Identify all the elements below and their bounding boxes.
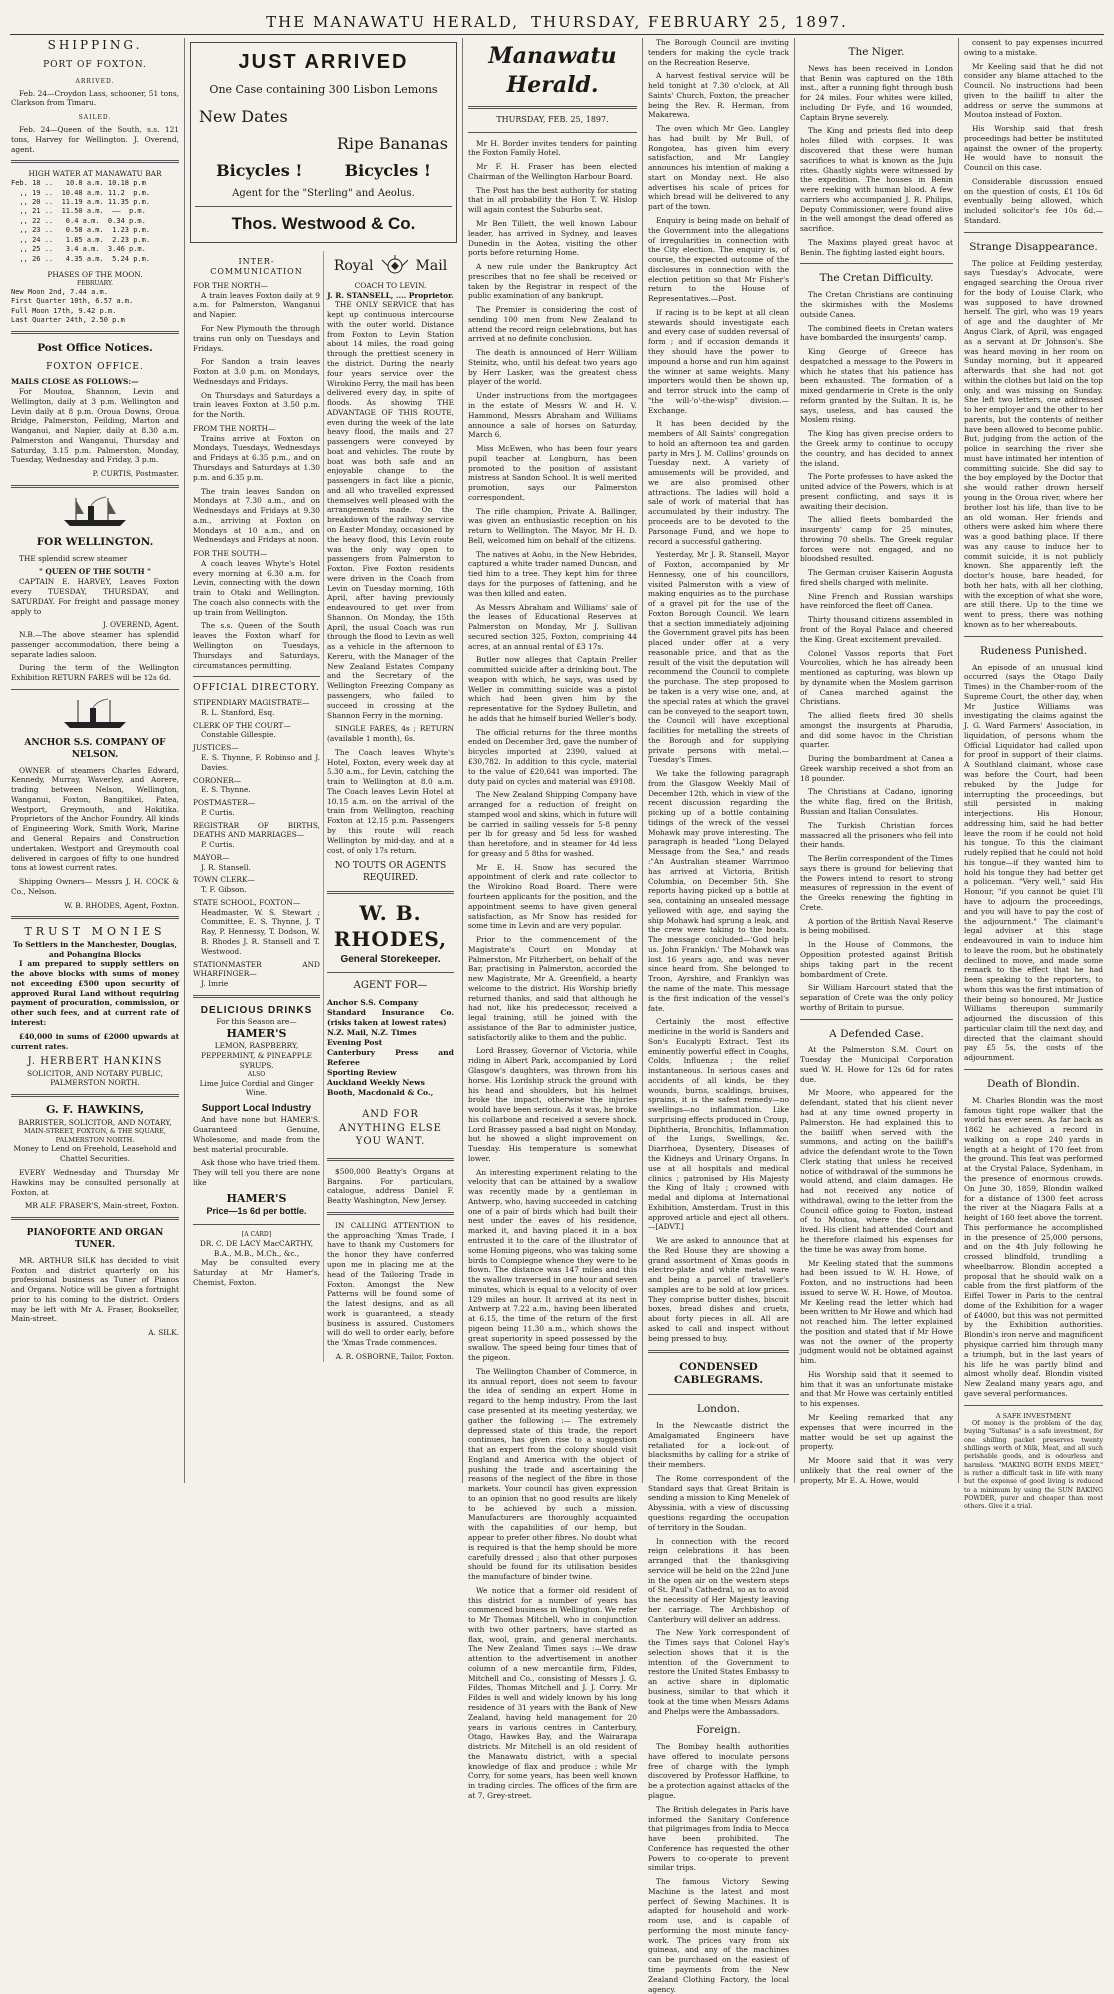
defended-paragraph: Mr Moore said that it was very unlikely that the real owner of the property, Mr E. A. Howe, would <box>800 1456 953 1485</box>
news-paragraph: Certainly the most effective medicine in the world is Sanders and Son's Eucalypti Extract. Test its eminently powerful effect in Coughs, Colds, Influenza ; the relief instantaneous. In serious cases and accidents of all kinds, be they wounds, burns, scaldings, bruises, sprains, it is the safest remedy—no swellings—no inflammation. Like surprising effects produced in Croup, Diphtheria, Bronchitis, Inflammation of the Lungs, Swellings, &c. Diarrhoea, Dysentery, Diseases of the Kidneys and Urinary Organs. In use at all hospitals and medical clinics ; patronised by His Majesty the King of Italy ; crowned with medal and diploma at International Exhibition, Amsterdam. Trust in this approved article and eject all others.—[ADVT.] <box>648 1017 789 1232</box>
news-paragraph: The death is announced of Herr William Steinitz, who, until his defeat two years ago by Herr Lasker, was the greatest chess player of the world. <box>468 348 637 387</box>
safe-title: A SAFE INVESTMENT <box>995 1411 1072 1420</box>
niger-paragraph: The Maxims played great havoc at Benin. The fighting lasted eight hours. <box>800 237 953 257</box>
news-paragraph: The Post has the best authority for stating that in all probability the Hon T. W. Hislop will again contest the Suburbs seat. <box>468 185 637 215</box>
hawkins-role: BARRISTER, SOLICITOR, AND NOTARY, <box>18 1117 172 1127</box>
news-paragraph: A harvest festival service will be held tonight at 7.30 o'clock, at All Saints' Church, Foxton, the preacher being the Rev. R. Herman, from Makarewa. <box>648 71 789 120</box>
agencies-list: Anchor S.S. Company Standard Insurance Co. (risks taken at lowest rates) N.Z. Mail, N.Z. Times Evening Post Canterbury Press and Referee Sporting Review Auckland Weekly News Booth, Macdonald & Co., <box>327 998 454 1098</box>
sailed-label: SAILED. <box>78 114 112 122</box>
herald-date: THURSDAY, FEB. 25, 1897. <box>496 115 609 125</box>
directory-entry <box>193 853 320 873</box>
col2-right <box>323 251 457 1362</box>
westwood-ad <box>190 42 457 243</box>
arrived-label: ARRIVED. <box>75 77 115 85</box>
north-label: FOR THE NORTH— <box>193 280 268 290</box>
directory-label: STATIONMASTER AND WHARFINGER— <box>193 959 320 979</box>
column-2 <box>184 38 462 1483</box>
cretan-paragraph: The German cruiser Kaiserin Augusta fired shells charged with melinite. <box>800 568 953 587</box>
osborne-sign: A. R. OSBORNE, Tailor, Foxton. <box>335 1351 454 1361</box>
anchor-agents: Shipping Owners— Messrs J. H. COCK & Co., Nelson. <box>11 877 179 896</box>
directory-label: STATE SCHOOL, FOXTON— <box>193 897 301 907</box>
for-wellington: FOR WELLINGTON. <box>36 535 154 548</box>
niger-paragraph: News has been received in London that Benin was captured on the 18th inst., after a running fight through bush for 24 miles. Four whites were killed, including Dr Fyfe, and 16 wounded, Captain Bryne severely. <box>800 63 953 122</box>
agent-for: AGENT FOR— <box>353 979 428 991</box>
crest-icon <box>380 255 410 277</box>
steamer-name: " QUEEN OF THE SOUTH " <box>39 567 151 577</box>
continued-paragraph: Mr Keeling said that he did not consider any blame attached to the Council. No instructions had been given to the bailiff to alter the address or serve the summons at Moutoa instead of Foxton. <box>964 61 1103 120</box>
steamer-intro: THE splendid screw steamer <box>19 553 128 563</box>
xmas-text: IN CALLING ATTENTION to the approaching 'Xmas Trade, I have to thank my Customers for the honor they have conferred upon me in placing me at the head of the Tailoring Trade in Foxton. Amongst the New Patterns will be found some of the latest designs, and as all work is guaranteed, a steady business is assured. Customers will do well to order early, before the 'Xmas Trade commences. <box>327 1220 454 1348</box>
niger-paragraph: The King and priests fled into deep holes filled with corpses. It was discovered that these were human sacrifices to what is known as the Juju rites. Ghastly sights were witnessed by the expedition. The houses in Benin were reeking with human blood. A few carriers who accompanied J. R. Philips, Deputy Commissioner, were found alive in the well amongst the dead offered as sacrifice. <box>800 126 953 234</box>
cretan-paragraph: The King has given precise orders to the Greek army to continue to occupy the country, and has decided to annex the island. <box>800 429 953 468</box>
mccarthy-name: DR. C. DE LACY MacCARTHY, B.A., M.B., M.Ch., &c., <box>199 1238 314 1258</box>
news-paragraph: The Wellington Chamber of Commerce, in its annual report, does not seem to favour the idea of sending an expert Home in regard to the hemp industry. From the last case presented at its meeting yesterday, we gather the following :— The extremely depressed state of this trade, the report continues, has given rise to a suggestion that an expert from the colony should visit England and America with the object of pushing the trade and ascertaining the reasons of the neglect of the fibre in those markets. Your council has given expression to an opinion that no good results are likely to be achieved by such a mission. Manufacturers are thoroughly acquainted with the capabilities of our hemp, but appear to prefer other fibres. No doubt what is required is that the hemp should be more carefully dressed ; also that other purposes should be found for its utilisation besides the manufacture of binder twine. <box>468 1366 637 1582</box>
london-paragraph: In the Newcastle district the Amalgamated Engineers have retaliated for a lock-out of blacksmiths by calling for a strike of their members. <box>648 1421 789 1470</box>
coach-title: COACH TO LEVIN. <box>354 280 427 290</box>
blondin-paragraphs <box>964 1096 1103 1399</box>
piano-title: PIANOFORTE AND ORGAN TUNER. <box>26 1228 164 1250</box>
cretan-paragraph: The Turkish Christian forces massacred all the prisoners who fell into their hands. <box>800 820 953 850</box>
news-paragraph: Miss McEwen, who has been four years pupil teacher at Longburn, has been promoted to the position of assistant mistress at Sandon School. It is well merited promotion, says our Palmerston correspondent. <box>468 444 637 502</box>
north-2: For New Plymouth the through trains run only on Tuesdays and Fridays. <box>193 324 320 353</box>
foreign-title: Foreign. <box>696 1724 741 1737</box>
mails-close: MAILS CLOSE AS FOLLOWS:— <box>11 377 139 387</box>
col2-left <box>190 251 323 1362</box>
defended-paragraph: At the Palmerston S.M. Court on Tuesday the Municipal Corporation sued W. H. Howe for 12s 6d for rates due. <box>800 1045 953 1084</box>
cretan-paragraph: In the House of Commons, the Opposition protested against British ships taking part in the recent bombardment of Crete. <box>800 940 953 979</box>
trust-sub: To Settlers in the Manchester, Douglas, and Pohangina Blocks <box>13 939 177 959</box>
continued-paragraph: His Worship said that fresh proceedings had better be instituted against the owner of the property. He would have to nonsuit the Council on this case. <box>964 124 1103 173</box>
from-north-label: FROM THE NORTH— <box>193 423 276 433</box>
news-paragraph: Mr H. Border invites tenders for painting the Foxton Family Hotel. <box>468 138 637 158</box>
news-paragraph: Under instructions from the mortgagees in the estate of Messrs W. and H. V. Hammond, Messrs Abraham and Williams announce a sale of horses on Saturday, March 6. <box>468 391 637 440</box>
directory-value: P. Curtis. <box>201 807 235 817</box>
directory-entry <box>193 743 320 772</box>
directory-entry <box>193 776 320 796</box>
cretan-paragraph: A portion of the British Naval Reserve is being mobilised. <box>800 916 953 936</box>
news-paragraph: The natives at Aohu, in the New Hebrides, captured a white trader named Duncan, and tied him to a tree. They kept him for three days for the purposes of fattening, and he was then killed and eaten. <box>468 549 637 598</box>
royal-mail-heading <box>327 255 454 277</box>
defended-paragraph: Mr Moore, who appeared for the defendant, stated that his client never had at any time owned property in Palmerston. He had explained this to the bailiff when served with the summons, and acting on the bailiff's advice the defendant wrote to the Town Clerk stating that unless he received notice of withdrawal of the summons he would attend, and claim damages. He had not received any notice of withdrawal, owing to the letter from the Council office going to Foxton, instead of to Moutoa, where the defendant lived. His client had attended Court and he therefore claimed his expenses for the time he was away from home. <box>800 1088 953 1254</box>
trust-text: I am prepared to supply settlers on the above blocks with sums of money not exceeding £500 upon security of approved Rural Land without requiring payment of procuration, commission, or other such fees, and at current rate of interest: <box>11 959 179 1028</box>
south-label: FOR THE SOUTH— <box>193 549 268 559</box>
anchor-text: OWNER of steamers Charles Edward, Kennedy, Murray, Waverley, and Aorere, trading between Nelson, Wellington, Wanganui, Foxton, Bangitikei, Patea, Westport, Greymouth, and Hokitika. Proprietors of the Anchor Foundry. All kinds of Engineering Work, Smith Work, Marine and General Repairs and Construction undertaken. Westport and Greymouth coal delivered in cargoes of fifty to one hundred tons at lowest current rates. <box>11 765 179 873</box>
foreign-paragraphs <box>648 1742 789 1994</box>
directory-label: CLERK OF THE COURT— <box>193 720 291 730</box>
hamers-title: HAMER'S <box>226 1026 287 1040</box>
column-3-paragraphs <box>468 139 637 1801</box>
coach-text: THE ONLY SERVICE that has kept up continuous intercourse with the outer world. Distance from Foxton to Levin Station about 14 miles, the road going through the prettiest scenery in the district. During the nearly four years service over the Wirokino Ferry, the mail has been delivered every day, in spite of floods. As showing THE ADVANTAGE OF THIS ROUTE, even during the week of the late heavy flood, the mails and 27 passengers were conveyed by boat and vehicles. The route by boat was both safe and an enjoyable change to the passengers in fact like a picnic, and all who travelled expressed themselves well pleased with the arrangements made. On the breakdown of the railway service on Easter Monday, occasioned by the heavy flood, this Levin route was the only way open to passengers from Palmerston to Foxton. Five Foxton residents were driven in the Coach from Levin on Tuesday morning, 16th April, after having previously endeavoured to get over from Shannon. On Monday, the 15th April, the usual Coach was run through the flood to Levin as well as a vehicle in the afternoon to Kereru, with the Manager of the New Zealand Estates Company and the Secretary of the Wellington Freezing Company as passengers, who failed to succeed in crossing at the Shannon Ferry in the morning. <box>327 300 454 720</box>
bicycles-left: Bicycles ! <box>216 161 303 181</box>
from-north-2: The train leaves Sandon on Mondays at 7.30 a.m., and on Wednesdays and Fridays at 9.30 a.m., arriving at Foxton on Mondays at 10 a.m., and on Wednesdays and Fridays at noon. <box>193 486 320 545</box>
delicious-title: DELICIOUS DRINKS <box>200 1004 313 1016</box>
col2-split <box>190 251 457 1362</box>
cretan-paragraph: The Christians at Cadano, ignoring the white flag, fired on the British, Russian and Italian Consulates. <box>800 787 953 817</box>
directory-value: R. L. Stanford, Esq. <box>201 707 275 717</box>
fraser-place: MR ALF. FRASER'S, Main-street, Foxton. <box>24 1201 179 1211</box>
directory-value: Headmaster, W. S. Stewart ; Committee, E. S. Thynne, J. T Ray, P. Hennessy, T. Dodson, W. B. Rhodes J. R. Stansell and T. Westwood. <box>201 907 320 956</box>
hamers-list: LEMON, RASPBERRY, PEPPERMINT, & PINEAPPLE SYRUPS. <box>200 1041 313 1070</box>
news-paragraph: We notice that a former old resident of this district for a number of years has commenced business in Wellington. We refer to Mr Thomas Mitchell, who in conjunction with two other partners, have started as flax, wool, grain, and general merchants. The New Zealand Times says :—We draw attention to the advertisement in another column of a new mercantile firm, Fildes, Mitchell and Co., consisting of Messrs J. G. Fildes, Thomas Mitchell and J. J. Corry. Mr Fildes is well and widely known by his long residence of 31 years with the Bank of New Zealand, having held management for 20 years in various centres in Canterbury, Otago, Hawkes Bay, and the Wairarapa districts. Mr Mitchell is an old resident of the Manawatu district, with a special knowledge of flax and produce ; while Mr Corry, for some years, has been well known in trading circles. The offices of the firm are at 7, Grey-street. <box>468 1585 637 1800</box>
also-label: ALSO <box>247 1070 266 1078</box>
anchor-title: ANCHOR S.S. COMPANY OF NELSON. <box>24 737 166 760</box>
no-touts: NO TOUTS OR AGENTS REQUIRED. <box>334 861 447 884</box>
cretan-paragraphs <box>800 290 953 1012</box>
paper-date: THURSDAY, FEBRUARY 25, 1897. <box>531 13 848 31</box>
official-directory <box>193 698 320 989</box>
exhibition-note: During the term of the Wellington Exhibition RETURN FARES will be 12s 6d. <box>11 663 179 683</box>
cretan-paragraph: The allied fleets fired 30 shells amongst the insurgents at Pharudia, and did some havoc in the Christian quarter. <box>800 711 953 750</box>
blondin-paragraph: M. Charles Blondin was the most famous tight rope walker that the world has ever seen. As far back as 1862 he achieved a record in walking on a rope 240 yards in length at a height of 170 feet from the ground. This feat was performed at the Crystal Palace, Sydenham, in the presence of enormous crowds. On June 30, 1859, Blondin walked for a distance of 1300 feet across the river at the Niagara Falls at a height of 160 feet above the torrent. This performance he accomplished in the presence of 25,000 persons, and on the 4th July following he crossed blindfold, trundling a wheelbarrow. Blondin accepted a proposal that he should walk on a cable from the first platform of the Eiffel Tower in Paris to the central dome of the Exhibition for a wager of £4000, but this was not permitted by the Exhibition authorities. Blondin's iron nerve and magnificent physique carried him through many a triumph, but in the last years of his life he was partly blind and almost wholly deaf. Blondin visited New Zealand many years ago, and gave several performances. <box>964 1095 1103 1398</box>
defended-paragraph: Mr Keeling remarked that any expenses that were incurred in the matter would be set up against the property. <box>800 1412 953 1452</box>
safe-text: Of money is the problem of the day, buying "Sultanas" is a safe investment, for one shilling packet preserves twenty shillings worth of Milk, Meat, and all such perishable goods, and is odourless and harmless. "MAKING BOTH ENDS MEET," is rather a difficult task in life with many but the expense of good living is reduced to a minimum by using the SUN BAKING POWDER, purer and cheaper than most others. Give it a trial. <box>964 1420 1103 1511</box>
steamer-nb: N.B.—The above steamer has splendid passenger accommodation, there being a separate ladies saloon. <box>11 630 179 659</box>
rudeness-paragraph: An episode of an unusual kind occurred (says the Otago Daily Times) in the Chamber-room of the Supreme Court, the other day, when Mr Justice Williams was investigating the claims against the J. G. Ward Farmers' Association, in liquidation, of persons whom the Official Liquidator had called upon for proof in support of their claims. A Southland claimant, whose case was before the Court, had been rebuked by the Judge for interrupting the proceedings, but still persisted in making interjections. His Honour, addressing him, said he had better leave the room if he could not hold his tongue. To this the claimant rudely replied that he could not hold his tongue—if they wanted him to hold his tongue they had better get a policeman. "Very well," said His Honour, "if you cannot be quiet I'll have to adjourn the proceedings, and you will have to pay the cost of the adjournment." The claimant's legal adviser at this stage endeavoured in vain to induce him to leave the room, but he obstinately declined to move, and made some remark to the effect that he had been speaking to the reporters, to whom this was the first intimation of their being so honoured. Mr Justice Williams thereupon summarily adjourned the discussion of this particular claim till the next day, and directed that the claimant should pay £5 5s, the costs of the adjournment. <box>964 662 1103 1063</box>
directory-label: MAYOR— <box>193 852 230 862</box>
card-label: [A CARD] <box>241 1230 272 1238</box>
directory-label: REGISTRAR OF BIRTHS, DEATHS AND MARRIAGES— <box>193 820 320 840</box>
hankins-text: SOLICITOR, AND NOTARY PUBLIC, PALMERSTON NORTH. <box>27 1068 163 1088</box>
cretan-title: The Cretan Difficulty. <box>819 272 934 285</box>
intercom-title: INTER-COMMUNICATION <box>210 256 303 277</box>
trust-title: TRUST MONIES <box>24 925 166 939</box>
trust-amount: £40,000 in sums of £2000 upwards at current rates. <box>11 1031 179 1051</box>
port-title: PORT OF FOXTON. <box>43 59 147 70</box>
lemons-text: One Case containing 300 Lisbon Lemons <box>209 83 438 97</box>
defended-paragraph: Mr Keeling stated that the summons had been issued to W. H. Howe, of Foxton, and no instructions had been issued to serve W. H. Howe, of Moutoa. Mr Keeling read the letter which had been written to Mr Howe and which had not reached him. The letter explained the position and stated that if Mr Howe was not the owner of the property judgment would not be obtained against him. <box>800 1258 953 1366</box>
news-paragraph: Butler now alleges that Captain Preller committed suicide after a drinking bout. The weapon with which, he says, was used by Weller in committing suicide was a pistol which had been given him by the representative for the Sydney Bulletin, and he adds that he himself buried Weller's body. <box>468 655 637 723</box>
foreign-paragraph: The famous Victory Sewing Machine is the latest and most perfect of Sewing Machines. It is adapted for household and work-room use, and is capable of performing the most minute fancy-work. The prices vary from six guineas, and any of the machines can be purchased on the easiest of time payments from the New Zealand Clothing Factory, the local agency. <box>648 1877 789 1994</box>
masthead <box>10 10 1104 35</box>
general-storekeeper: General Storekeeper. <box>340 953 441 965</box>
london-paragraphs <box>648 1421 789 1716</box>
arrived-text: Feb. 24—Croydon Lass, schooner, 51 tons, Clarkson from Timaru. <box>11 88 179 108</box>
new-dates: New Dates <box>199 106 288 126</box>
paper-name: THE MANAWATU HERALD, <box>266 13 519 31</box>
news-paragraph: Prior to the commencement of the Magistrate's Court on Monday at Palmerston, Mr Fitzherbert, on behalf of the Bar, practising in Palmerston, accorded the new Magistrate, Mr A. Greenfield, a hearty welcome to the district. His Worship briefly returned thanks, and said that although he had not, like his predecessor, received a legal training, still he joined with the assistance of the Bar to administer justice, satisfactorily alike to them and the public. <box>468 935 637 1042</box>
news-paragraph: The oven which Mr Geo. Langley has had built by Mr Bull, of Rongotea, has given him every satisfaction, and Mr Langley announces his intention of making a start on Monday next. He also advertises his scale of prices for which bread will be delivered to any part of the town. <box>648 124 789 212</box>
agent-text: Agent for the "Sterling" and Aeolus. <box>232 188 415 200</box>
bicycles-right: Bicycles ! <box>344 161 431 181</box>
directory-value: J. Imrie <box>201 979 229 989</box>
hamers-title-2: HAMER'S <box>226 1191 287 1205</box>
news-paragraph: An interesting experiment relating to the velocity that can be attained by a swallow was recently made by a gentleman in Antwerp, who, having succeeded in catching one of a pair of birds which had built their nest under the eaves of his residence, marked it, and having placed it in a box entrusted it to the care of the illustrator of some Homing pigeons, who was taking some birds to Compiegne whence they were to be flown. The distance was 147 miles and this the swallow traversed in one hour and seven minutes, which is equal to a velocity of over 129 miles an hour. It arrived at its nest in Antwerp at 7.22 a.m., having been liberated at 6.15, the time of the return of the first pigeon being 11.30 a.m., which shows the great superiority in speed possessed by the swallow. The speed being four times that of the pigeon. <box>468 1167 637 1363</box>
column-4-paragraphs <box>648 38 789 1344</box>
bicycles-row <box>195 160 452 181</box>
directory-label: CORONER— <box>193 775 242 785</box>
steamer-agent: J. OVEREND, Agent. <box>102 620 179 630</box>
news-paragraph: The Premier is considering the cost of sending 100 men from New Zealand to attend the record reign celebrations, but has arrived at no definite conclusion. <box>468 305 637 344</box>
defended-title: A Defended Case. <box>829 1027 924 1040</box>
news-paragraph: Yesterday, Mr J. R. Stansell, Mayor of Foxton, accompanied by Mr Hennessy, one of his councillors, visited Palmerston with a view of making enquiries as to the purchase of a gravel pit for the use of the Foxton Borough Council. We learn that a section immediately adjoining the Government gravel pits has been placed under offer at a very reasonable price, and that as the result of the visit the deputation will recommend the Council to complete the purchase. The step proposed to be taken is a very wise one, and, at the special rates at which the gravel can be conveyed to the seaport town, the Council will have exceptional facilities for metalling the streets of the Borough and for supplying private persons with metal.—Tuesday's Times. <box>648 550 789 765</box>
north-4: On Thursdays and Saturdays a train leaves Foxton at 3.50 p.m. for the North. <box>193 390 320 420</box>
news-paragraph: The official returns for the three months ended on December 3rd, gave the number of bicycles imported at 2390, valued at £30,782. In addition to this cycle, material to the value of £20,641 was imported. The duty paid on cycles and material was £9108. <box>468 727 637 786</box>
north-3: For Sandon a train leaves Foxton at 3.0 p.m. on Mondays, Wednesdays and Fridays. <box>193 357 320 386</box>
south-1: A coach leaves Whyte's Hotel every morning at 6.30 a.m. for Levin, connecting with the down train to Otaki and Wellington. The coach also connects with the up train from Wellington. <box>193 558 320 617</box>
news-paragraph: Enquiry is being made on behalf of the Government into the allegations of irregularities in connection with the City election. The enquiry is, of course, the expected outcome of the disclosures in connection with the election petition so that Mr Fisher's return to the House of Representatives.—Post. <box>648 216 789 304</box>
tide-table: Feb. 18 .. 10.8 a.m. 10.18 p.m ,, 19 .. 10.48 a.m. 11.2 p.m. ,, 20 .. 11.19 a.m. 11.35 p.m. ,, 21 .. 11.50 a.m. —— p.m. ,, 22 .. 0.4 a.m. 0.34 p.m. ,, 23 .. 0.58 a.m. 1.23 p.m. ,, 24 .. 1.85 a.m. 2.23 p.m. ,, 25 .. 3.4 a.m. 3.46 p.m. ,, 26 .. 4.35 a.m. 5.24 p.m. <box>11 179 151 263</box>
continued-paragraph: consent to pay expenses incurred owing to a mistake. <box>964 38 1103 57</box>
directory-entry <box>193 875 320 895</box>
coach-text-2: The Coach leaves Whyte's Hotel, Foxton, every week day at 5.30 a.m., for Levin, catching the train to Wellington at 8.0 a.m. The Coach leaves Levin Hotel at 10.15 a.m. on the arrival of the train from Wellington, reaching Foxton at 12.15 p.m. Passengers by this route will reach Wellington by mid-day, and at a cost, of only 17s return. <box>327 747 454 855</box>
cretan-paragraph: Colonel Vassos reports that Fort Vourcolies, which he has already been mentioned as capturing, was blown up by dynamite when the Moslem garrison of Canea marched against the Christians. <box>800 648 953 707</box>
directory-label: STIPENDIARY MAGISTRATE— <box>193 698 310 708</box>
price-text: Price—1s 6d per bottle. <box>206 1206 307 1217</box>
news-paragraph: Mr E. H. Snow has secured the appointment of clerk and rate collector to the Wirokino Road Board. There were fourteen applicants for the position, and the appointment seems to have given general satisfaction, as Mr Snow has resided for some time in Levin and are very popular. <box>468 862 637 931</box>
directory-entry <box>193 721 320 741</box>
postmaster: P. CURTIS, Postmaster. <box>92 469 179 479</box>
piano-text: MR. ARTHUR SILK has decided to visit Foxton and district quarterly on his professional business as Tuner of Pianos and Organs. Notice will be given a fortnight prior to his coming to the district. Orders may be left with Mr A. Fraser, Bookseller, Main-street. <box>11 1255 179 1324</box>
mail-word: Mail <box>415 257 448 274</box>
directory-entry <box>193 960 320 989</box>
london-title: London. <box>696 1403 741 1416</box>
moon-phases: New Moon 2nd, 7.44 a.m. First Quarter 10th, 6.57 a.m. Full Moon 17th, 9.42 p.m. Last Quarter 24th, 2.50 p.m <box>11 287 134 325</box>
directory-label: TOWN CLERK— <box>193 875 255 885</box>
directory-label: POSTMASTER— <box>193 798 256 808</box>
steamship-icon <box>60 494 130 528</box>
hawkins-address: MAIN-STREET, FOXTON, & THE SQUARE, PALMERSTON NORTH. <box>23 1127 167 1144</box>
strange-paragraphs <box>964 259 1103 630</box>
cretan-paragraph: During the bombardment at Canea a Greek warship received a shot from an 18 pounder. <box>800 754 953 783</box>
news-paragraph: The Borough Council are inviting tenders for making the cycle track on the Recreation Reserve. <box>648 38 789 67</box>
support-title: Support Local Industry <box>201 1103 312 1115</box>
cretan-paragraph: King George of Greece has despatched a message to the Powers in which he states that his patience has been exhausted. The formation of a mixed gendarmerie in Crete is the only reform granted by the Sultan. It is, he says, useless, and has caused the Moslem rising. <box>800 347 953 425</box>
sailed-text: Feb. 24—Queen of the South, s.s. 121 tons, Harvey for Wellington. J. Overend, agent. <box>11 125 179 154</box>
directory-value: E. S. Thynne. <box>201 785 251 795</box>
moon-month: FEBRUARY. <box>76 279 114 287</box>
lime-text: Lime Juice Cordial and Ginger Wine. <box>199 1078 314 1098</box>
cretan-paragraph: The allied fleets bombarded the insurgents' camp for 25 minutes, throwing 70 shells. The Greek regular forces were not engaged, and no bloodshed resulted. <box>800 515 953 564</box>
royal-word: Royal <box>333 257 374 274</box>
post-office: FOXTON OFFICE. <box>46 362 144 373</box>
niger-paragraphs <box>800 64 953 258</box>
news-paragraph: Mr F. H. Fraser has been elected Chairman of the Wellington Harbour Board. <box>468 162 637 181</box>
hawkins-money: Money to Lend on Freehold, Leasehold and Chattel Securities. <box>13 1144 177 1164</box>
rhodes-name: W. B. RHODES, <box>333 901 448 952</box>
piano-sign: A. SILK. <box>148 1328 179 1338</box>
directory-entry <box>193 898 320 957</box>
column-6 <box>958 38 1108 1511</box>
directory-value: Constable Gillespie. <box>201 730 276 740</box>
rudeness-title: Rudeness Punished. <box>979 644 1088 657</box>
strange-paragraph: The police at Feilding yesterday, says Tuesday's Advocate, were engaged searching the Oroua river for the body of Louise Clark, who was supposed to have drowned herself. The girl, who was 19 years of age and the daughter of Mr Angus Clark, of April, was engaged as a servant at Dr Johnson's. She was heard moving in her room on Sunday morning, but it appeared afterwards that she had not got within the clothes but laid on the top only, and was missing on Sunday. She left two letters, one addressed to her employer and the other to her parents, but the contents of neither have been allowed to become public. But, judging from the action of the police in searching the river she must have intimated her intention of committing suicide. She did say to the boy employed by the Doctor that she would rather drown herself young in the Oroua river, where her brother lost his life, than live to be an old woman. Her friends and others were asked him where there was a good bathing place. If there was any cause to induce her to commit suicide, it is not publicly known. She apparently left the doctor's house, bare headed, for both her hats, with all her clothing, with the exception of what she wore, are still there. Up to the time we went to press, there was nothing known as to her whereabouts. <box>964 258 1103 629</box>
cablegrams-title: CONDENSED CABLEGRAMS. <box>673 1360 764 1387</box>
delicious-sub: For this Season are— <box>216 1017 297 1027</box>
continued-paragraph: Considerable discussion ensued on the question of costs, £1 10s 6d eventually being allowed, which included solicitor's fee 10s 6d.—Standard. <box>964 176 1103 226</box>
foreign-paragraph: The Bombay health authorities have offered to inoculate persons free of charge with the lymph discovered by Professor Haffkine, to be a protection against attacks of the plague. <box>648 1742 789 1800</box>
anything-else: AND FOR ANYTHING ELSE YOU WANT. <box>339 1109 442 1147</box>
beatty-ad: $500,000 Beatty's Organs at Bargains. For particulars, catalogue, address Daniel F. Beatty Washington, New Jersey. <box>327 1166 454 1206</box>
news-paragraph: A new rule under the Bankruptcy Act prescribes that no fee shall be received or taken by the Registrar in respect of the public examination of any bankrupt. <box>468 262 637 301</box>
herald-title: Manawatu Herald. <box>488 43 617 99</box>
news-paragraph: If racing is to be kept at all clean stewards should investigate each and every case of sudden reversal of form ; and if occasion demands it they should have the power to impound a horse and run him against the winner at same weights. Many importers would then be shown up, and terror struck into the camp of "the will-'o'-the-wisp" division.—Exchange. <box>648 307 789 415</box>
cretan-paragraph: The combined fleets in Cretan waters have bombarded the insurgents' camp. <box>800 323 953 343</box>
column-3 <box>462 38 642 1800</box>
column-6-continued <box>964 38 1103 226</box>
steamer-text: CAPTAIN E. HARVEY, Leaves Foxton every TUESDAY, THURSDAY, and SATURDAY. For freight and passage money apply to <box>11 577 179 616</box>
directory-value: J. R. Stansell. <box>201 862 251 872</box>
support-ask: Ask those who have tried them. They will tell you there are none like <box>193 1158 320 1187</box>
anchor-agent: W. B. RHODES, Agent, Foxton. <box>64 900 179 910</box>
news-paragraph: Lord Brassey, Governor of Victoria, while riding in Albert Park, accompanied by Lord Glasgow's daughters, was thrown from his horse. His Lordship struck the ground with his head and shoulders, but his helmet broke the impact, otherwise the injuries would have been serious. As it was, he broke his collarbone and received a severe shock. Lord Brassey passed a bad night on Monday, but he showed a slight improvement on Tuesday. His temperature is somewhat lower. <box>468 1046 637 1163</box>
news-paragraph: It has been decided by the members of All Saints' congregation to hold an afternoon tea and garden party in Mrs J. M. Collins' grounds on Tuesday next. A variety of amusements will be provided, and we are also promised other attractions. The ladies will hold a sale of work of material that has accumulated by their industry. The proceeds are to be devoted to the Parsonage Fund, and we hope to record a successful gathering. <box>648 419 789 546</box>
just-arrived: JUST ARRIVED <box>238 51 409 73</box>
directory-title: OFFICIAL DIRECTORY. <box>193 683 320 694</box>
mccarthy-text: May be consulted every Saturday at Mr Hamer's, Chemist, Foxton. <box>193 1258 320 1287</box>
defended-paragraphs <box>800 1045 953 1485</box>
cretan-paragraph: The Cretan Christians are continuing the skirmishes with the Moslems outside Canea. <box>800 290 953 319</box>
directory-value: T. F. Gibson. <box>201 885 247 895</box>
blondin-title: Death of Blondin. <box>986 1077 1081 1090</box>
from-north-1: Trains arrive at Foxton on Mondays, Tuesdays, Wednesdays and Fridays at 6.35 p.m., and on Thursdays and Saturdays at 1.30 p.m. and 6.35 p.m. <box>193 433 320 482</box>
news-paragraph: The rifle champion, Private A. Ballinger, was given an enthusiastic reception on his return to Wellington. The Mayor, Mr H. D. Bell, welcomed him on behalf of the citizens. <box>468 506 637 545</box>
london-paragraph: In connection with the record reign celebrations it has been arranged that the thanksgiving service will be held on the 22nd June in the open air on the western steps of St. Paul's Cathedral, so as to avoid the necessity of Her Majesty leaving her carriage. The Archbishop of Canterbury will deliver an address. <box>648 1536 789 1624</box>
tide-title: HIGH WATER AT MANAWATU BAR <box>28 169 162 179</box>
cretan-paragraph: Thirty thousand citizens assembled in front of the Royal Palace and cheered the King. Great excitement prevailed. <box>800 615 953 644</box>
shipping-title: SHIPPING. <box>47 38 143 52</box>
hawkins-name: G. F. HAWKINS, <box>46 1103 144 1117</box>
support-text: And have none but HAMER'S. Guaranteed Genuine, Wholesome, and made from the best material procurable. <box>193 1115 320 1154</box>
fraser-text: EVERY Wednesday and Thursday Mr Hawkins may be consulted personally at Foxton, at <box>11 1168 179 1197</box>
cretan-paragraph: Nine French and Russian warships have reinforced the fleet off Canea. <box>800 591 953 611</box>
directory-entry <box>193 798 320 818</box>
cretan-paragraph: Sir William Harcourt stated that the separation of Crete was the only policy worthy of Britain to pursue. <box>800 983 953 1012</box>
strange-title: Strange Disappearance. <box>969 240 1098 253</box>
news-paragraph: The New Zealand Shipping Company have arranged for a reduction of freight on stamped wool and skins, which in future will be carried in sailing vessels for 5-8 penny per lb for greasy and 5d less for washed than heretofore, and in steamer for 4d less for greasy and 5 8ths for washed. <box>468 790 637 858</box>
column-1 <box>6 38 184 1483</box>
south-2: The s.s. Queen of the South leaves the Foxton wharf for Wellington on Tuesdays, Thursdays and Saturdays, circumstances permitting. <box>193 621 320 670</box>
cretan-paragraph: The Berlin correspondent of the Times says there is ground for believing that the Powers intend to resort to strong measures of repression in the event of the Greeks renewing the fighting in Crete. <box>800 854 953 912</box>
london-paragraph: The New York correspondent of the Times says that Colonel Hay's selection shows that it is the intention of the Government to restore the United States Embassy to an active share in diplomatic business, similar to that which it took at the time when Messrs Adams and Phelps were the Ambassadors. <box>648 1628 789 1716</box>
directory-entry <box>193 821 320 850</box>
rudeness-paragraphs <box>964 663 1103 1063</box>
directory-entry <box>193 698 320 718</box>
ripe-bananas: Ripe Bananas <box>336 134 448 154</box>
stansell-name: J. R. STANSELL, .... Proprietor. <box>327 290 454 300</box>
news-paragraph: We are asked to announce that at the Red House they are showing a grand assortment of Xmas goods in electro-plate and white metal ware and being a parcel of traveller's samples are to be sold at low prices. They comprise butter dishes, biscuit boxes, bread dishes and cruets, about forty pieces in all. All are asked to call and inspect without being pressed to buy. <box>648 1236 789 1343</box>
mails-text: For Moutoa, Shannon, Levin and Wellington, daily at 3 p.m. Wellington and Levin daily at 8 p.m. Oroua Downs, Oroua Bridge, Palmerston, Feilding, Marton and Wanganui, and Napier, daily at 8.30 a.m. Palmerston and Wanganui, Thursday and Saturday, 3.15 p.m. Palmerston, Monday, Tuesday, Wednesday and Friday, 3 p.m. <box>11 386 179 465</box>
directory-value: E. S. Thynne, F. Robinso and J. Davies. <box>201 752 320 772</box>
fares-text: SINGLE FARES, 4s ; RETURN (available 1 month), 6s. <box>327 724 454 744</box>
niger-title: The Niger. <box>848 46 905 58</box>
cretan-paragraph: The Porte professes to have asked the united advice of the Powers, which is at present conflicting, and says it is awaiting their decision. <box>800 472 953 511</box>
directory-label: JUSTICES— <box>193 743 239 753</box>
foreign-paragraph: The British delegates in Paris have informed the Sanitary Conference that pilgrimages from India to Mecca have been prohibited. The Conference has requested the other Powers to co-operate to prevent similar trips. <box>648 1804 789 1873</box>
london-paragraph: The Rome correspondent of the Standard says that Great Britain is sending a mission to King Menelek of Abyssinia, with a view of discussing questions regarding the occupation of territory in the Soudan. <box>648 1473 789 1532</box>
news-paragraph: We take the following paragraph from the Glasgow Weekly Mail of December 12th, which in view of the recent discussion regarding the picking up of a bottle containing tidings of the wreck of the vessel Mohawk may prove interesting. The paragraph is headed "Long Delayed Message from the Sea," and reads :"An Australian steamer Warrimoo has arrived at Victoria, British Columbia, on December 5th. She reports having picked up a bottle at sea, containing an unsealed message yellowed with age, and saying the ship Mohawk had sprung a leak, and the crew were taking to the boats. The message concluded—'God help us. John Franklyn.' The Mohawk was lost 16 years ago, and was never since heard from. She belonged to Troon, Ayrshire, and Franklyn was the name of the mate. This message is the first indication of the vessel's fate. <box>648 769 789 1013</box>
steamship-icon-2 <box>60 696 130 730</box>
column-4 <box>642 38 794 1994</box>
hankins-name: J. HERBERT HANKINS <box>27 1056 163 1068</box>
column-5 <box>794 38 958 1483</box>
directory-value: P. Curtis. <box>201 840 235 850</box>
defended-paragraph: His Worship said that it seemed to him that it was an unfortunate mistake and that Mr Howe was certainly entitled to his expenses. <box>800 1369 953 1409</box>
moon-title: PHASES OF THE MOON. <box>47 270 143 280</box>
news-paragraph: Mr Ben Tillett, the well known Labour leader, has arrived in Sydney, and leaves Dunedin in the Aotea, visiting the other ports before returning Home. <box>468 218 637 258</box>
north-1: A train leaves Foxton daily at 9 a.m. for Palmerston, Wanganui and Napier. <box>193 290 320 320</box>
news-paragraph: As Messrs Abraham and Williams' sale of the leases of Educational Reserves at Palmerston on Monday, Mr J. Sullivan secured section 325, Foxton, comprising 44 acres, at an annual rental of £3 17s. <box>468 602 637 651</box>
columns <box>6 38 1108 1994</box>
post-title: Post Office Notices. <box>37 342 153 355</box>
westwood-name: Thos. Westwood & Co. <box>231 214 416 234</box>
